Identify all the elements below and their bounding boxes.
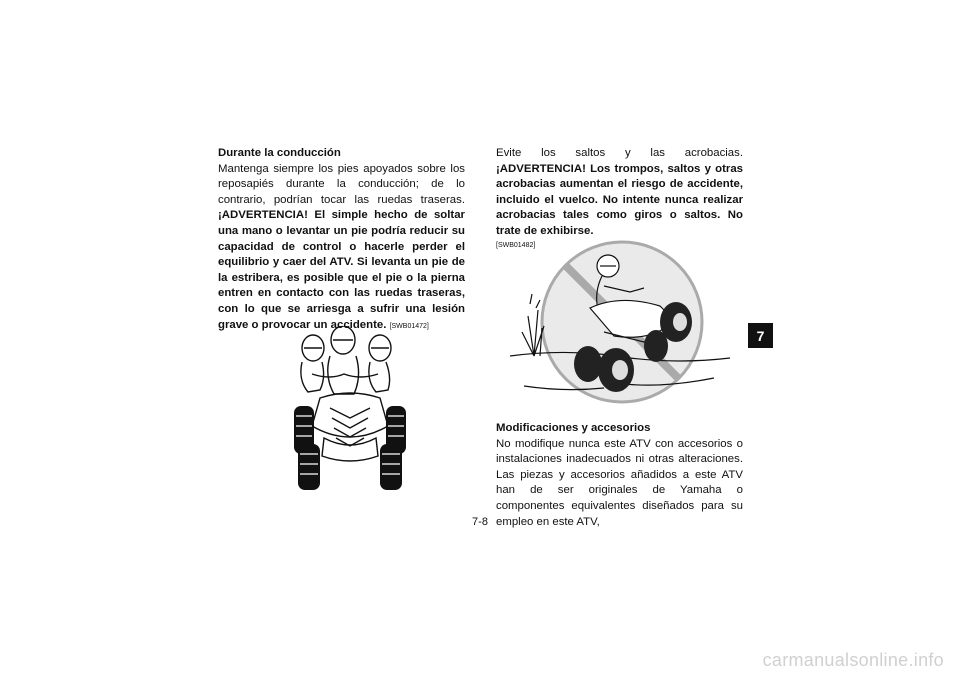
left-column bbox=[218, 146, 465, 334]
three-riders-illustration bbox=[290, 326, 410, 492]
stunts-paragraph bbox=[496, 146, 743, 240]
section-heading-modifications: Modificaciones y accesorios bbox=[496, 422, 651, 434]
chapter-tab: 7 bbox=[748, 323, 773, 348]
riding-paragraph bbox=[218, 162, 465, 335]
page-number: 7-8 bbox=[472, 516, 488, 528]
riding-text: Mantenga siempre los pies apoyados sobre los reposapiés durante la conducción; de lo contrario, podrían tocar las ruedas traseras. bbox=[218, 162, 465, 206]
riding-warning-code: [SWB01472] bbox=[389, 322, 429, 330]
modifications-section bbox=[496, 421, 743, 530]
stunts-text: Evite los saltos y las acrobacias. bbox=[496, 147, 743, 159]
right-column bbox=[496, 146, 743, 251]
modifications-paragraph: No modifique nunca este ATV con accesorios o instalaciones inadecuados ni otras alteraciones. Las piezas y accesorios añadidos a este ATV han de ser originales de Yamaha o componentes equivalentes diseñados para su empleo en este ATV, bbox=[496, 437, 743, 528]
section-heading-riding: Durante la conducción bbox=[218, 147, 341, 159]
stunts-warning-code: [SWB01482] bbox=[496, 241, 536, 249]
prohibited-jump-illustration bbox=[504, 236, 734, 412]
stunts-warning: ¡ADVERTENCIA! Los trompos, saltos y otras acrobacias aumentan el riesgo de accidente, incluido el vuelco. No intente nunca realizar acrobacias tales como giros o saltos. No trate de exhibirse. bbox=[496, 162, 743, 237]
watermark: carmanualsonline.info bbox=[762, 650, 944, 670]
riding-warning: ¡ADVERTENCIA! El simple hecho de soltar una mano o levantar un pie podría reducir su capacidad de control o hacerle perder el equilibrio y caer del ATV. Si levanta un pie de la estribera, es posible que el pie o la pierna entren en contacto con las ruedas traseras, con lo que se arriesga a sufrir una lesión grave o provocar un accidente. bbox=[218, 209, 465, 331]
